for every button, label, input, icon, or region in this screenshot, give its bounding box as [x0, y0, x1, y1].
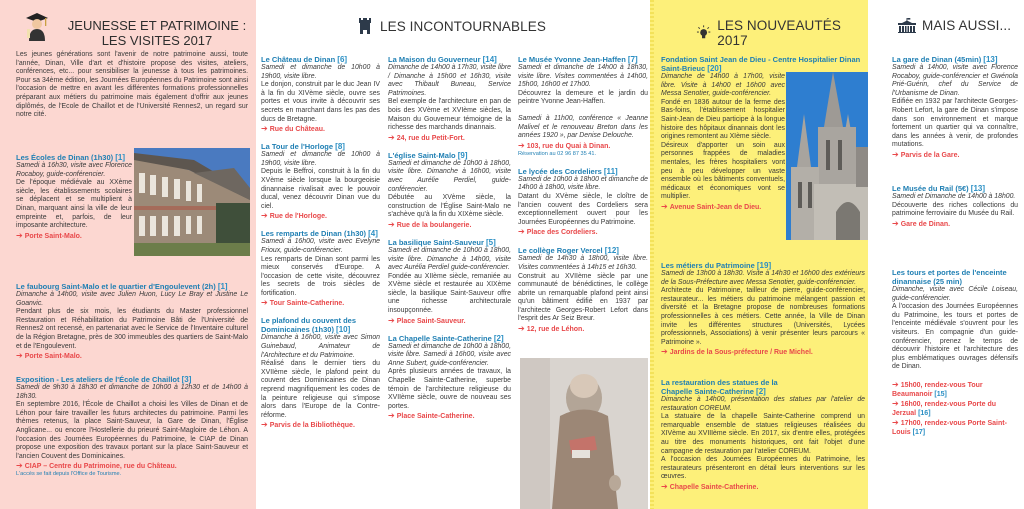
event-map-number: [2] — [756, 387, 766, 396]
event-address: ➔ Rue de la boulangerie. — [388, 219, 472, 229]
town-hall-icon — [898, 18, 916, 33]
event-musee-du-rail — [892, 184, 1018, 229]
event-map-number: [4] — [368, 229, 378, 239]
castle-tower-icon — [358, 18, 372, 34]
event-schedule: Samedi à 16h00, visite avec Evelyne Frioux, guide-conférencier. — [261, 238, 380, 254]
arrow-right-icon: ➔ — [892, 149, 899, 159]
event-description: Edifiée en 1932 par l'architecte Georges-Robert Lefort, la gare de Dinan s'impose dans son environnement et marque fortement un quartier qui va connaître, dans les années à venir, de profondes mutations. — [892, 98, 1018, 149]
event-musee-yvonne-jean-haffen — [518, 55, 648, 158]
column-3 — [518, 55, 648, 334]
event-map-number: [12] — [604, 246, 619, 256]
arrow-right-icon: ➔ — [261, 420, 268, 430]
event-description: La statuaire de la chapelle Sainte-Catherine comprend un remarquable ensemble de statues religieuses réalisées du XIVème au XVIIIème siècle. En 2017, six d'entre elles, protégées au titre des monuments historiques, ont fait l'objet d'une campagne de restauration par l'atelier COREUM. — [661, 413, 865, 455]
event-metiers-patrimoine — [661, 261, 865, 357]
event-map-number: [14] — [482, 55, 497, 64]
event-address: ➔ Gare de Dinan. — [892, 218, 951, 228]
event-schedule: Samedi de 10h00 à 18h00 et dimanche de 14h00 à 18h00, visite libre. — [518, 175, 648, 192]
event-address: ➔ Parvis de la Gare. — [892, 149, 960, 159]
event-address: ➔ Chapelle Sainte-Catherine. — [661, 481, 759, 491]
column-2 — [388, 55, 511, 421]
event-description: Débutée au XVème siècle, la construction de l'Église Saint-Malo ne s'achève qu'à la fin du XIXème siècle. — [388, 194, 511, 219]
event-schedule: Dimanche, visite avec Cécile Loiseau, guide-conférencier. — [892, 286, 1018, 302]
event-lycee-cordeliers — [518, 167, 648, 238]
access-note: L'accès se fait depuis l'Office de Tourisme. — [16, 471, 122, 478]
event-title: Les métiers du Patrimoine — [661, 261, 755, 270]
event-schedule: Samedi et dimanche de 10h00 à 18h00, visite libre. Dimanche à 16h00, visite avec Aurélie Perdiel, guide-conférencier. — [388, 159, 511, 193]
event-schedule: Samedi et dimanche de 10h00 à 19h00, visite libre. — [261, 64, 380, 80]
event-title: Le Château de Dinan — [261, 55, 336, 64]
arrow-right-icon: ➔ — [892, 218, 899, 228]
event-gare-de-dinan — [892, 55, 1018, 160]
event-description: Après plusieurs années de travaux, la Chapelle Sainte-Catherine, superbe témoin de l'architecture religieuse du XVIIème siècle, ouvre de nouveau ses portes. — [388, 368, 511, 410]
event-tours-portes-enceinte — [892, 268, 1018, 437]
event-schedule: Dimanche de 14h00 à 17h30, visite libre / Dimanche à 15h00 et 16h30, visite avec Thibault Buneau, Service Patrimoines. — [388, 64, 511, 97]
panel-incontournables — [256, 0, 654, 509]
event-college-roger-vercel — [518, 246, 648, 334]
event-conference: Samedi à 11h00, conférence « Jeanne Malivel et le renouveau Breton dans les années 1920 », par Denise Delouche. — [518, 114, 648, 140]
event-description: A l'occasion des Journées Européennes du Patrimoine, les tours et portes de l'enceinte médiévale s'ouvrent pour les visiteurs. En compagnie d'un guide-conférencier, prenez le temps de découvrir l'histoire et l'architecture des plus emblématiques ouvrages défensifs de Dinan. — [892, 303, 1018, 371]
event-description: Fondée au XIIème siècle, remaniée au XVème siècle et restaurée au XIXème siècle, la basilique Saint-Sauveur offre une richesse architecturale insoupçonnée. — [388, 272, 511, 315]
event-schedule: Samedi et dimanche de 14h00 à 18h30, visite libre. Visites commentées à 14h00, 15h00, 16h00 et 17h00. — [518, 64, 648, 89]
event-maison-gouverneur — [388, 55, 511, 143]
event-schedule: Dimanche à 14h00, visite avec Julien Huon, Lucy Le Bray et Justine Le Goanvic. — [16, 291, 248, 307]
event-address: ➔ Place Sainte-Catherine. — [388, 411, 475, 421]
event-map-number: [2] — [493, 333, 504, 343]
arrow-right-icon: ➔ — [388, 315, 395, 325]
panel-title: LES INCONTOURNABLES — [380, 18, 546, 34]
arrow-right-icon: ➔ — [388, 411, 395, 421]
arrow-right-icon: ➔ — [892, 417, 899, 427]
event-ecoles-de-dinan — [16, 153, 132, 241]
event-title: Les remparts de Dinan (1h30) — [261, 229, 367, 239]
panel-title: LES NOUVEAUTÉS 2017 — [717, 18, 841, 48]
event-faubourg-saint-malo — [16, 282, 248, 361]
panel-header — [358, 18, 546, 34]
event-basilique-saint-sauveur — [388, 238, 511, 326]
arrow-right-icon: ➔ — [661, 201, 668, 211]
event-map-number: [11] — [603, 166, 618, 176]
event-schedule: Samedi et dimanche de 10h00 à 18h00, visite libre. Dimanche à 14h00, visite avec Aurélia Perdiel guide-conférencier. — [388, 246, 511, 272]
event-description: Les remparts de Dinan sont parmi les mieux conservés d'Europe. A l'occasion de cette visite, découvrez les secrets de trois siècles de fortification. — [261, 255, 380, 297]
event-description: De l'époque médiévale au XXème siècle, les établissements scolaires se déplacent et se multiplient à Dinan, marquant ainsi la ville de leur empreinte et, parfois, de leur imposante architecture. — [16, 179, 132, 230]
event-schedule: Samedi de 13h00 à 18h30. Visite à 14h30 et 16h00 des extérieurs de la Sous-Préfecture avec Messa Senotier, guide-conférencier. — [661, 270, 865, 286]
arrow-right-icon: ➔ — [892, 379, 899, 389]
event-address: ➔ CIAP – Centre du Patrimoine, rue du Château. — [16, 461, 177, 471]
column-1 — [261, 55, 380, 430]
event-address: ➔ Jardins de la Sous-préfecture / Rue Michel. — [661, 347, 813, 357]
arrow-right-icon: ➔ — [261, 298, 268, 308]
event-chapelle-sainte-catherine — [388, 334, 511, 422]
event-map-number: [9] — [457, 150, 468, 160]
event-title: Le Musée du Rail (5€) — [892, 184, 969, 193]
event-map-number: [5] — [485, 237, 496, 247]
rdv-porte-jerzual: ➔ 16h00, rendez-vous Porte du Jerzual [16] — [892, 398, 997, 417]
event-address: ➔ Place Saint-Sauveur. — [388, 315, 466, 325]
event-title: La Chapelle Sainte-Catherine — [388, 333, 492, 343]
intro-text: Les jeunes générations sont l'avenir de notre patrimoine aussi, toute l'année, Dinan, Ville d'art et d'histoire propose des visites, ateliers, conférences, etc... pour sensibiliser la jeunesse à tous les patrimoines. Pour sa 34ème édition, les Journées Européennes du Patrimoine sont ainsi l'occasion de mettre en avant les différentes formations professionnelles préparant aux métiers du patrimoine mais également d'offrir aux jeunes diplômés, de l'Ecole de Chaillot et de l'Université Rennes2, un regard sur notre cité. — [16, 51, 248, 119]
arrow-right-icon: ➔ — [518, 140, 525, 150]
event-address: ➔ Porte Saint-Malo. — [16, 351, 82, 361]
event-restauration-statues — [661, 378, 865, 492]
panel-header — [898, 18, 1011, 33]
event-description: Construit au XVIIème siècle par une communauté de bénédictines, le collège abrite un remarquable plafond peint ainsi qu'un bâtiment édifié en 1937 par l'architecte Georges-Robert Lefort dans l'esprit des Ar Seiz Breur. — [518, 272, 648, 323]
photo-monk-statue — [520, 358, 648, 509]
arrow-right-icon: ➔ — [892, 398, 899, 408]
event-title: Exposition - Les ateliers de l'École de Chaillot — [16, 375, 180, 384]
event-map-number: [20] — [707, 64, 722, 73]
event-address: ➔ Rue de l'Horloge. — [261, 211, 327, 221]
event-description: Découvrez la demeure et le jardin du peintre Yvonne Jean-Haffen. — [518, 89, 648, 106]
event-map-number: [13] — [983, 55, 998, 64]
event-description: En septembre 2016, l'École de Chaillot a choisi les Villes de Dinan et de Léhon pour faire travailler les futurs architectes du patrimoine. Parmi les thèmes retenus, la place Saint-Sauveur, la Gare de Dinan, l'Église Anglicane... ou encore l'Hostellerie du prieuré Saint-Magloire de Léhon. A l'occasion des Journées Européennes du Patrimoine, le CIAP de Dinan propose une exposition des travaux portant sur la place Saint-Sauveur et l'ancien Couvent des Dominicaines. — [16, 401, 248, 460]
event-schedule: Samedi à 16h30, visite avec Florence Rocaboy, guide-conférencier. — [16, 162, 132, 178]
arrow-right-icon: ➔ — [661, 481, 668, 491]
event-title: La basilique Saint-Sauveur — [388, 237, 484, 247]
panel-jeunesse-patrimoine — [0, 0, 256, 509]
event-schedule: Samedi à 14h00, visite avec Florence Rocaboy, guide-conférencier et Gwénola Prié-Guérin, chef du Service de l'Urbanisme de Dinan. — [892, 64, 1018, 97]
event-title: Le collège Roger Vercel — [518, 246, 603, 256]
arrow-right-icon: ➔ — [261, 124, 268, 134]
event-title: Le plafond du couvent des Dominicaines (1h30) — [261, 316, 357, 335]
event-schedule: Samedi et Dimanche de 14h00 à 18h00. — [892, 193, 1016, 200]
event-title: La Tour de l'Horloge — [261, 142, 334, 152]
panel-header — [20, 12, 248, 48]
panel-header — [696, 18, 868, 48]
photo-ecoles-building — [134, 148, 250, 256]
event-address: ➔ 103, rue du Quai à Dinan. — [518, 140, 611, 150]
panel-title-line1: JEUNESSE ET PATRIMOINE : — [67, 18, 247, 33]
arrow-right-icon: ➔ — [518, 227, 525, 237]
event-title: Le lycée des Cordeliers — [518, 166, 602, 176]
event-map-number: [1] — [217, 282, 228, 291]
event-address: ➔ 24, rue du Petit-Fort. — [388, 132, 465, 142]
event-address: ➔ Porte Saint-Malo. — [16, 230, 82, 240]
event-schedule: Dimanche à 14h00, présentation des statues par l'atelier de restauration COREUM. — [661, 396, 865, 412]
arrow-right-icon: ➔ — [518, 324, 525, 334]
panel-title: MAIS AUSSI... — [922, 18, 1012, 33]
event-description: Depuis le Beffroi, construit à la fin du XVème siècle lorsque la bourgeoisie dinannaise rivalisait avec le pouvoir ducal, venez découvrir Dinan vue du ciel. — [261, 168, 380, 210]
event-description: Réalisé dans le dernier tiers du XVIIème siècle, le plafond peint du couvent des Dominicaines de Dinan reprend magnifiquement les codes de la peinture religieuse qui s'impose alors dans l'Europe de la Contre-réforme. — [261, 360, 380, 419]
event-description: Pendant plus de six mois, les étudiants du Master professionnel Restauration et Réhabilitation du Patrimoine Bâti de l'Université de Rennes2 ont recensé, en partenariat avec le Service de l'Inventaire culturel de la Région Bretagne, près de 300 immeubles des quartiers de Saint-Malo et de l'Engoulevent. — [16, 308, 248, 350]
event-title: Le Musée Yvonne Jean-Haffen — [518, 55, 626, 64]
event-address: ➔ Parvis de la Bibliothèque. — [261, 420, 355, 430]
arrow-right-icon: ➔ — [261, 211, 268, 221]
event-schedule: Samedi de 9h30 à 18h30 et dimanche de 10h00 à 12h30 et de 14h00 à 18h30. — [16, 384, 248, 400]
rdv-porte-saint-louis: ➔ 17h00, rendez-vous Porte Saint-Louis [17] — [892, 417, 1007, 436]
event-exposition-chaillot — [16, 375, 248, 478]
graduate-student-icon — [24, 12, 50, 42]
event-plafond-dominicaines — [261, 316, 380, 430]
event-address: ➔ Place des Cordeliers. — [518, 227, 598, 237]
arrow-right-icon: ➔ — [661, 347, 668, 357]
event-chateau-de-dinan — [261, 55, 380, 134]
event-map-number: [10] — [336, 325, 351, 335]
event-map-number: [19] — [756, 261, 772, 270]
event-title: La Maison du Gouverneur — [388, 55, 481, 64]
event-title: Fondation Saint Jean de Dieu - Centre Hospitalier Dinan Saint-Brieuc — [661, 55, 861, 73]
event-map-number: [3] — [181, 375, 192, 384]
event-map-number: [7] — [627, 55, 638, 64]
event-address: ➔ 12, rue de Léhon. — [518, 324, 585, 334]
event-address: ➔ Tour Sainte-Catherine. — [261, 298, 345, 308]
event-remparts-dinan — [261, 229, 380, 308]
arrow-right-icon: ➔ — [388, 132, 395, 142]
event-map-number: [1] — [115, 153, 125, 162]
event-map-number: [13] — [970, 184, 986, 193]
arrow-right-icon: ➔ — [388, 219, 395, 229]
arrow-right-icon: ➔ — [16, 230, 23, 240]
event-schedule: Samedi et dimanche de 10h00 à 18h00, visite libre. Samedi à 16h00, visite avec Anne Subert, guide-conférencier. — [388, 342, 511, 367]
event-title: La restauration des statues de la Chapelle Sainte-Catherine — [661, 378, 778, 396]
rdv-tour-beaumanoir: ➔ 15h00, rendez-vous Tour Beaumanoir [15] — [892, 379, 983, 398]
event-schedule: Samedi et dimanche de 10h00 à 19h00, visite libre. — [261, 151, 380, 167]
event-tour-horloge — [261, 142, 380, 221]
event-map-number: [8] — [335, 142, 345, 152]
event-address: ➔ Avenue Saint-Jean de Dieu. — [661, 201, 762, 211]
lightbulb-icon — [696, 25, 711, 41]
event-description: Le donjon, construit par le duc Jean IV à la fin du XIVème siècle, ouvre ses portes et vous invite à découvrir ses secrets en marchant dans les pas des ducs de Bretagne. — [261, 81, 380, 123]
event-map-number: [6] — [337, 55, 348, 64]
event-title: Le faubourg Saint-Malo et le quartier d'Engoulevent (2h) — [16, 282, 216, 291]
event-description-2: Désireux d'apporter un soin aux personnes frappées de maladies mentales, les frères hospitaliers vont peu à peu développer un vaste ensemble où les bâtiments conventuels, médicaux et économiques vont se multiplier. — [661, 141, 785, 201]
event-description: Bel exemple de l'architecture en pan de bois des XVème et XVIème siècles, la Maison du Gouverneur témoigne de la richesse des marchands dinannais. — [388, 98, 511, 132]
event-description: Datant du XVème siècle, le cloître de l'ancien couvent des Cordeliers sera exceptionnellement ouvert pour les Journées Européennes du Patrimoine. — [518, 192, 648, 226]
arrow-right-icon: ➔ — [16, 461, 23, 471]
event-eglise-saint-malo — [388, 151, 511, 230]
event-title: L'église Saint-Malo — [388, 150, 456, 160]
event-title: Les tours et portes de l'enceinte dinannaise (25 min) — [892, 268, 1007, 286]
event-schedule: Dimanche de 14h00 à 17h00, visite libre. Visite à 14h00 et 16h00 avec Messa Senotier, guide-conférencier. — [661, 73, 785, 98]
event-schedule: Dimanche à 16h00, visite avec Simon Guinebaud, Animateur de l'Architecture et du Patrimoine. — [261, 334, 380, 359]
event-schedule: Samedi de 14h30 à 18h00, visite libre. Visites commentées à 14h15 et 16h30. — [518, 255, 648, 271]
panel-title-line2: LES VISITES 2017 — [101, 33, 213, 48]
event-description: Fondé en 1836 autour de la ferme des Bas-foins, l'établissement hospitalier Saint-Jean de Dieu participe à la longue histoire des hôpitaux dinannais dont les origines remontent au XIème siècle. — [661, 98, 785, 141]
event-title: Les Écoles de Dinan (1h30) — [16, 153, 114, 162]
reservation-note: Réservation au 02 96 87 35 41. — [518, 150, 597, 157]
event-title: La gare de Dinan (45min) — [892, 55, 982, 64]
event-description-2: A l'occasion des Journées Européennes du Patrimoine, les restaurateurs présenteront en détail leurs interventions sur les œuvres. — [661, 456, 865, 481]
panel-mais-aussi — [868, 0, 1024, 509]
event-description: Découverte des riches collections du patrimoine ferroviaire du Musée du Rail. — [892, 201, 1018, 218]
event-address: ➔ Rue du Château. — [261, 124, 325, 134]
arrow-right-icon: ➔ — [16, 351, 23, 361]
event-description: Architecte du Patrimoine, tailleur de pierre, guide-conférencier, restaurateur... les métiers du patrimoine mélangent passion et diversité et la Bretagne propose de nombreuses formations professionnelles à ces métiers. Cette année, la Ville de Dinan invite les différentes structures (Universités, Lycées professionnels, Associations) à venir présenter leurs parcours « Patrimoine ». — [661, 287, 865, 346]
